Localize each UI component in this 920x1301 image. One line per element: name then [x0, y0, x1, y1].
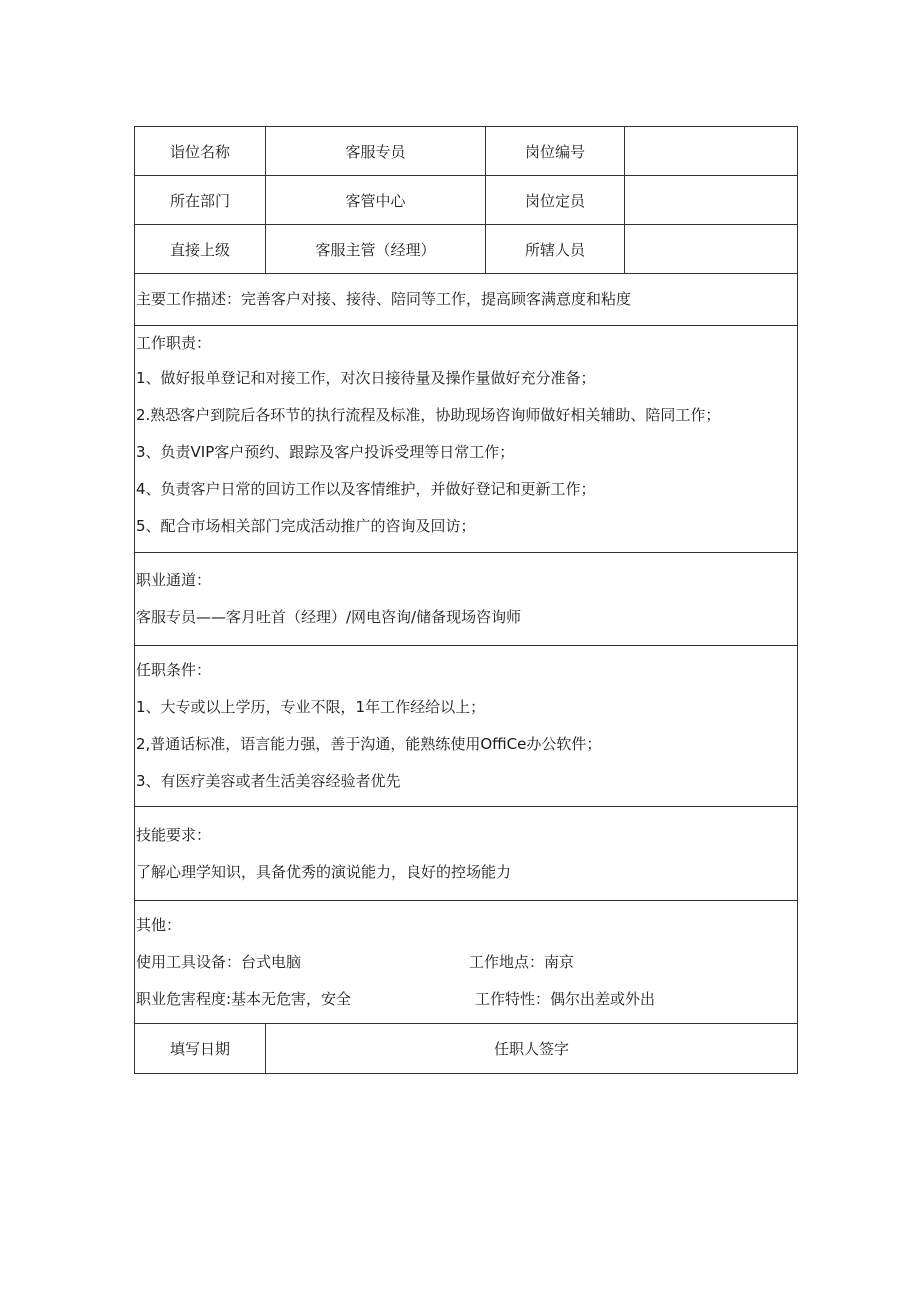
duty-item: 3、负责VIP客户预约、跟踪及客户投诉受理等日常工作；	[136, 443, 515, 461]
requirement-item: 3、有医疗美容或者生活美容经验者优先	[136, 772, 401, 790]
signature-label: 任职人签字	[266, 1024, 798, 1074]
duty-item: 5、配合市场相关部门完成活动推广的咨询及回访；	[136, 517, 476, 535]
skills-text: 了解心理学知识，具备优秀的演说能力，良好的控场能力	[136, 862, 512, 881]
info-row-supervisor	[135, 225, 798, 274]
description-row	[135, 274, 798, 326]
main-description	[135, 274, 798, 326]
main-description-text: 主要工作描述：完善客户对接、接待、陪同等工作，提高顾客满意度和粘度	[136, 290, 632, 308]
requirement-item: 1、大专或以上学历，专业不限，1年工作经给以上；	[136, 698, 486, 716]
headcount-label: 岗位定员	[486, 176, 625, 225]
job-table	[134, 126, 798, 1074]
department-value: 客管中心	[266, 176, 486, 225]
info-row-department	[135, 176, 798, 225]
other-heading: 其他：	[136, 915, 182, 934]
other-line-2	[136, 981, 797, 1018]
duties-section	[135, 326, 798, 553]
fill-date-label: 填写日期	[135, 1024, 266, 1074]
duties-row	[135, 326, 798, 553]
duty-item: 2.熟恐客户到院后各环节的执行流程及标准，协助现场咨询师做好相关辅助、陪同工作；	[136, 406, 721, 424]
position-name-label: 诣位名称	[135, 127, 266, 176]
subordinates-label: 所辖人员	[486, 225, 625, 274]
other-section	[135, 901, 798, 1024]
position-code-label: 岗位编号	[486, 127, 625, 176]
headcount-value	[625, 176, 798, 225]
requirements-section	[135, 646, 798, 807]
requirements-heading: 任职条件：	[136, 661, 212, 679]
duty-item: 1、做好报单登记和对接工作，对次日接待量及操作量做好充分准备；	[136, 369, 596, 387]
position-code-value	[625, 127, 798, 176]
hazard-text: 职业危害程度:基本无危害，安全	[136, 989, 352, 1008]
nature-text: 工作特性：偶尔出差或外出	[475, 989, 656, 1008]
other-line-1	[136, 944, 797, 981]
career-section	[135, 553, 798, 646]
duties-heading: 工作职责：	[136, 334, 212, 352]
skills-heading: 技能要求：	[136, 825, 212, 844]
footer-row	[135, 1024, 798, 1074]
duty-item: 4、负责客户日常的回访工作以及客情维护，并做好登记和更新工作；	[136, 480, 596, 498]
subordinates-value	[625, 225, 798, 274]
info-row-position	[135, 127, 798, 176]
location-text: 工作地点：南京	[469, 952, 575, 971]
skills-row	[135, 807, 798, 901]
supervisor-label: 直接上级	[135, 225, 266, 274]
job-description-form	[134, 126, 797, 1074]
career-row	[135, 553, 798, 646]
skills-section	[135, 807, 798, 901]
career-heading: 职业通道：	[136, 571, 212, 589]
supervisor-value: 客服主管（经理）	[266, 225, 486, 274]
position-name-value: 客服专员	[266, 127, 486, 176]
career-path-text: 客服专员——客月吐首（经理）/网电咨询/储备现场咨询师	[136, 608, 522, 626]
requirements-row	[135, 646, 798, 807]
tools-text: 使用工具设备：台式电脑	[136, 952, 302, 971]
other-row	[135, 901, 798, 1024]
requirement-item: 2,普通话标准，语言能力强，善于沟通，能熟练使用OffiCe办公软件；	[136, 735, 602, 753]
department-label: 所在部门	[135, 176, 266, 225]
